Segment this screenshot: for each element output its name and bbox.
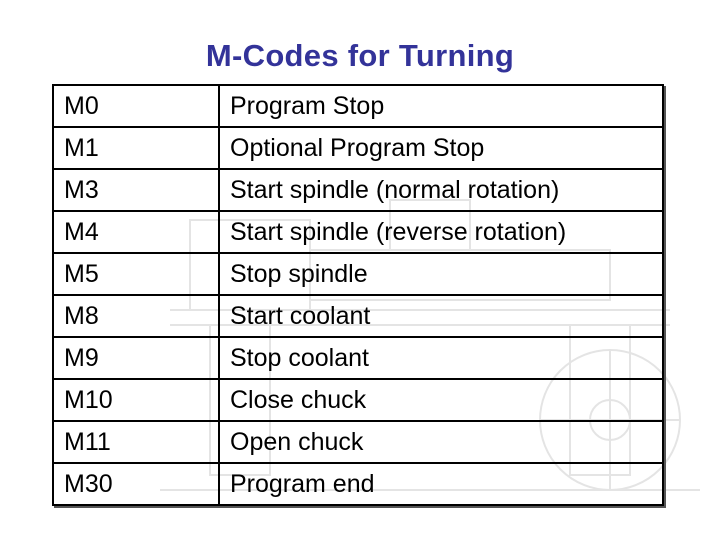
description-cell: Stop coolant: [219, 337, 663, 379]
code-cell: M11: [53, 421, 219, 463]
description-cell: Open chuck: [219, 421, 663, 463]
description-cell: Start coolant: [219, 295, 663, 337]
description-cell: Program Stop: [219, 85, 663, 127]
code-cell: M8: [53, 295, 219, 337]
table-row: [53, 295, 663, 337]
m-codes-table: [52, 84, 664, 506]
description-cell: Stop spindle: [219, 253, 663, 295]
description-cell: Start spindle (reverse rotation): [219, 211, 663, 253]
table-row: [53, 169, 663, 211]
code-cell: M0: [53, 85, 219, 127]
table-row: [53, 85, 663, 127]
code-cell: M30: [53, 463, 219, 505]
page-title: M-Codes for Turning: [205, 38, 515, 73]
table-row: [53, 463, 663, 505]
table-row: [53, 379, 663, 421]
table-row: [53, 421, 663, 463]
table-row: [53, 127, 663, 169]
code-cell: M3: [53, 169, 219, 211]
description-cell: Program end: [219, 463, 663, 505]
table-row: [53, 253, 663, 295]
table-row: [53, 337, 663, 379]
code-cell: M4: [53, 211, 219, 253]
description-cell: Close chuck: [219, 379, 663, 421]
code-cell: M9: [53, 337, 219, 379]
table-row: [53, 211, 663, 253]
description-cell: Optional Program Stop: [219, 127, 663, 169]
code-cell: M1: [53, 127, 219, 169]
description-cell: Start spindle (normal rotation): [219, 169, 663, 211]
code-cell: M10: [53, 379, 219, 421]
code-cell: M5: [53, 253, 219, 295]
